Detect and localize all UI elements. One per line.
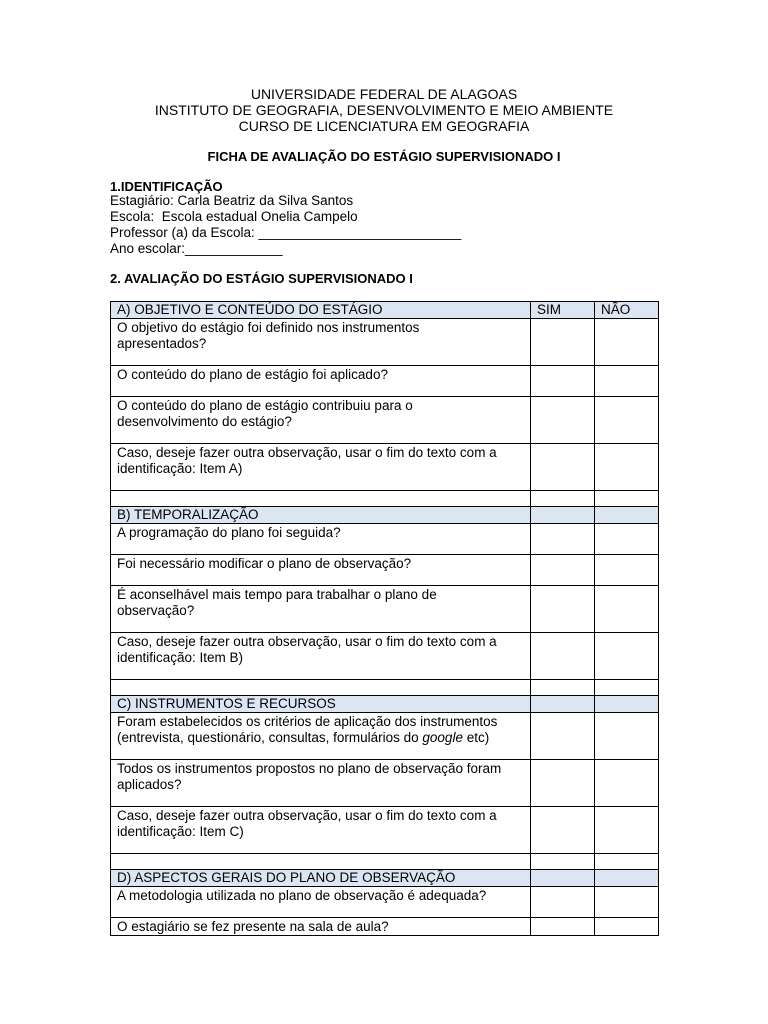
table-row [111,887,659,918]
table-row [111,760,659,807]
spacer-row [111,491,659,507]
question-text: Caso, deseje fazer outra observação, usar o fim do texto com a identificação: Item A) [111,444,531,491]
empty-cell [531,696,595,713]
question-line: (entrevista, questionário, consultas, formulários do [117,730,423,745]
no-cell[interactable] [595,807,659,854]
empty-cell [111,680,531,696]
empty-cell [595,696,659,713]
yes-cell[interactable] [531,444,595,491]
yes-cell[interactable] [531,633,595,680]
column-yes: SIM [531,302,595,319]
empty-cell [595,507,659,524]
question-text: Caso, deseje fazer outra observação, usar o fim do texto com a identificação: Item B) [111,633,531,680]
section-title: B) TEMPORALIZAÇÃO [111,507,531,524]
yes-cell[interactable] [531,586,595,633]
section-header [111,870,659,887]
table-row [111,713,659,760]
empty-cell [111,491,531,507]
empty-cell [111,854,531,870]
section-header [111,302,659,319]
empty-cell [595,870,659,887]
table-row [111,633,659,680]
question-text: É aconselhável mais tempo para trabalhar o plano de observação? [111,586,531,633]
question-text: Foi necessário modificar o plano de observação? [111,555,531,586]
yes-cell[interactable] [531,887,595,918]
no-cell[interactable] [595,397,659,444]
no-cell[interactable] [595,586,659,633]
table-row [111,807,659,854]
document-title: FICHA DE AVALIAÇÃO DO ESTÁGIO SUPERVISIONADO I [207,149,561,164]
question-line-end: etc) [462,730,490,745]
empty-cell [595,491,659,507]
course-name: CURSO DE LICENCIATURA EM GEOGRAFIA [238,118,530,134]
yes-cell[interactable] [531,555,595,586]
yes-cell[interactable] [531,713,595,760]
question-text: A metodologia utilizada no plano de observação é adequada? [111,887,531,918]
column-no: NÃO [595,302,659,319]
no-cell[interactable] [595,887,659,918]
yes-cell[interactable] [531,918,595,936]
evaluation-table [110,301,659,936]
yes-cell[interactable] [531,760,595,807]
section-title: D) ASPECTOS GERAIS DO PLANO DE OBSERVAÇÃO [111,870,531,887]
question-text: O conteúdo do plano de estágio foi aplicado? [111,366,531,397]
table-row [111,444,659,491]
university-name: UNIVERSIDADE FEDERAL DE ALAGOAS [250,86,518,102]
question-text: Caso, deseje fazer outra observação, usar o fim do texto com a identificação: Item C) [111,807,531,854]
no-cell[interactable] [595,366,659,397]
empty-cell [531,507,595,524]
question-text [111,713,531,760]
empty-cell [531,870,595,887]
empty-cell [531,491,595,507]
no-cell[interactable] [595,713,659,760]
no-cell[interactable] [595,444,659,491]
intern-line: Estagiário: Carla Beatriz da Silva Santos [110,193,354,208]
yes-cell[interactable] [531,397,595,444]
question-emphasis: google [422,730,463,745]
table-row [111,918,659,936]
no-cell[interactable] [595,760,659,807]
no-cell[interactable] [595,555,659,586]
question-text: O estagiário se fez presente na sala de aula? [111,918,531,936]
spacer-row [111,854,659,870]
question-text: A programação do plano foi seguida? [111,524,531,555]
table-row [111,555,659,586]
yes-cell[interactable] [531,807,595,854]
evaluation-heading: 2. AVALIAÇÃO DO ESTÁGIO SUPERVISIONADO I [110,271,413,286]
no-cell[interactable] [595,319,659,366]
question-line: Foram estabelecidos os critérios de aplicação dos instrumentos [117,714,498,729]
spacer-row [111,680,659,696]
teacher-line: Professor (a) da Escola: ___________________________ [110,225,462,240]
institute-name: INSTITUTO DE GEOGRAFIA, DESENVOLVIMENTO E MEIO AMBIENTE [154,102,614,118]
no-cell[interactable] [595,633,659,680]
question-text: O conteúdo do plano de estágio contribuiu para o desenvolvimento do estágio? [111,397,531,444]
table-row [111,586,659,633]
table-row [111,319,659,366]
no-cell[interactable] [595,524,659,555]
no-cell[interactable] [595,918,659,936]
empty-cell [595,680,659,696]
section-header [111,696,659,713]
section-header [111,507,659,524]
section-title: A) OBJETIVO E CONTEÚDO DO ESTÁGIO [111,302,531,319]
empty-cell [595,854,659,870]
school-line: Escola: Escola estadual Onelia Campelo [110,209,358,224]
yes-cell[interactable] [531,366,595,397]
table-row [111,366,659,397]
school-year-line: Ano escolar:_____________ [110,241,283,256]
table-row [111,524,659,555]
empty-cell [531,854,595,870]
table-row [111,397,659,444]
question-text: Todos os instrumentos propostos no plano de observação foram aplicados? [111,760,531,807]
identification-heading: 1.IDENTIFICAÇÃO [110,179,223,194]
empty-cell [531,680,595,696]
section-title: C) INSTRUMENTOS E RECURSOS [111,696,531,713]
yes-cell[interactable] [531,319,595,366]
question-text: O objetivo do estágio foi definido nos instrumentos apresentados? [111,319,531,366]
yes-cell[interactable] [531,524,595,555]
